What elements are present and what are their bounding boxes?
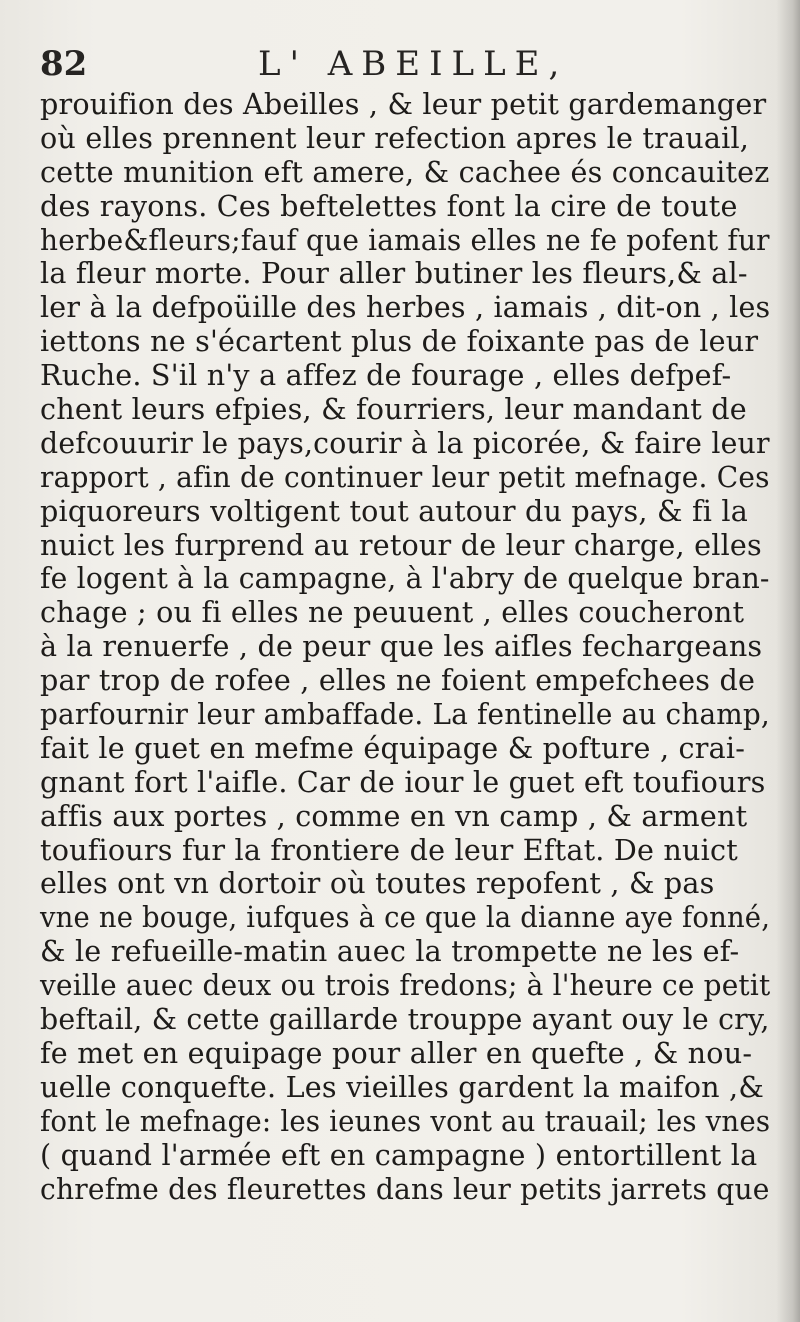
page-header (40, 44, 600, 92)
text-line: affis aux portes , comme en vn camp , & arment (40, 798, 748, 833)
text-line: elles ont vn dortoir où toutes repofent , & pas (40, 866, 715, 901)
text-line: & le refueille-matin auec la trompette ne les ef- (40, 934, 740, 969)
text-line: chage ; ou fi elles ne peuuent , elles coucheront (40, 595, 745, 630)
body-text (40, 88, 780, 1206)
text-line: veille auec deux ou trois fredons; à l'heure ce petit (40, 968, 771, 1003)
text-line: fe met en equipage pour aller en quefte , & nou- (40, 1035, 753, 1070)
text-line: beftail, & cette gaillarde trouppe ayant ouy le cry, (40, 1002, 770, 1037)
text-line: cette munition eft amere, & cachee és concauitez (40, 154, 770, 189)
text-line: chent leurs efpies, & fourriers, leur mandant de (40, 392, 747, 427)
text-line: nuict les furprend au retour de leur charge, elles (40, 527, 762, 562)
text-line: où elles prennent leur refection apres le trauail, (40, 120, 750, 155)
page-number: 82 (40, 44, 88, 84)
text-line: gnant fort l'aifle. Car de iour le guet eft toufiours (40, 764, 766, 799)
text-line: prouifion des Abeilles , & leur petit gardemanger (40, 87, 767, 121)
text-line: par trop de rofee , elles ne foient empefchees de (40, 663, 756, 698)
text-line: piquoreurs voltigent tout autour du pays, & fi la (40, 493, 748, 528)
text-line: defcouurir le pays,courir à la picorée, & faire leur (40, 425, 770, 460)
text-line: vne ne bouge, iufques à ce que la dianne aye fonné, (40, 900, 771, 935)
text-line: la fleur morte. Pour aller butiner les fleurs,& al- (40, 256, 748, 291)
text-line: herbe&fleurs;fauf que iamais elles ne fe pofent fur (40, 222, 770, 257)
text-line: font le mefnage: les ieunes vont au trauail; les vnes (40, 1103, 771, 1138)
text-line: parfournir leur ambaffade. La fentinelle au champ, (40, 697, 770, 732)
text-line: à la renuerfe , de peur que les aifles fechargeans (40, 629, 763, 664)
text-line: ( quand l'armée eft en campagne ) entortillent la (40, 1137, 758, 1172)
text-line: ler à la defpoüille des herbes , iamais , dit-on , les (40, 290, 771, 325)
text-line: iettons ne s'écartent plus de foixante pas de leur (40, 324, 759, 359)
text-line: fe logent à la campagne, à l'abry de quelque bran- (40, 561, 770, 596)
text-line: uelle conquefte. Les vieilles gardent la maifon ,& (40, 1069, 765, 1104)
text-line: fait le guet en mefme équipage & pofture , crai- (40, 730, 746, 765)
text-line: rapport , afin de continuer leur petit mefnage. Ces (40, 459, 770, 494)
text-line: toufiours fur la frontiere de leur Eftat. De nuict (40, 832, 738, 867)
text-line: des rayons. Ces beftelettes font la cire de toute (40, 188, 738, 223)
text-line: Ruche. S'il n'y a affez de fourage , elles defpef- (40, 358, 732, 393)
running-head: L' ABEILLE, (258, 44, 569, 84)
text-line: chrefme des fleurettes dans leur petits jarrets que (40, 1171, 770, 1206)
